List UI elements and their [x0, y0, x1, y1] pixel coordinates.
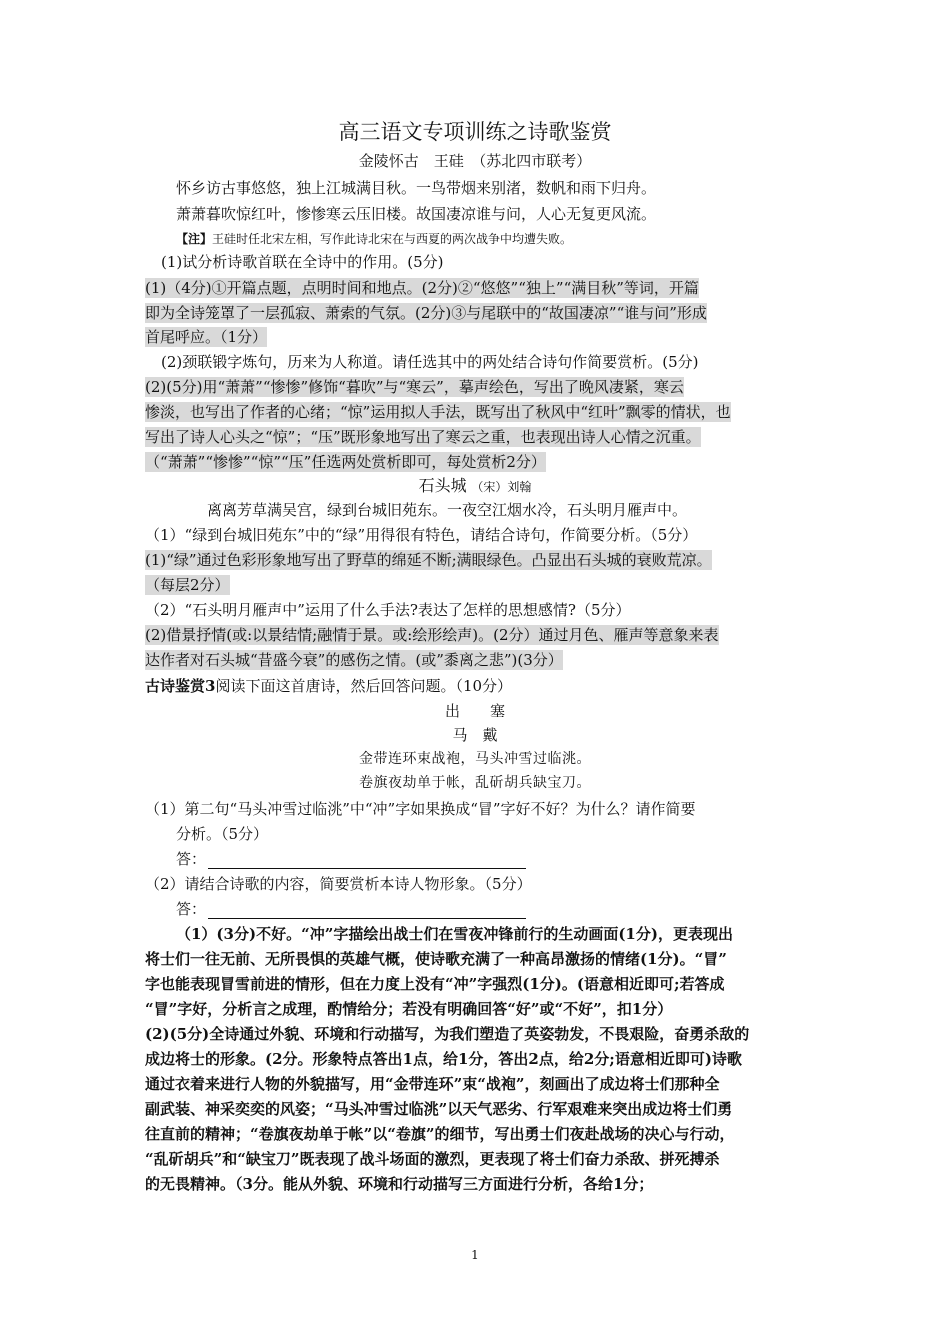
page-title: 高三语文专项训练之诗歌鉴赏: [338, 120, 612, 144]
poem3-answer-line-8: 副武装、神采奕奕的风姿；“马头冲雪过临洮”以天气恶劣、行军艰难来突出成边将士们勇: [145, 1100, 733, 1118]
poem3-line-1: 金带连环束战袍，马头冲雪过临洮。: [359, 751, 591, 767]
poem2-answer-2-line-1: (2)借景抒情(或:以景结情;融情于景。或:绘形绘声)。(2分）通过月色、雁声等意象来表: [145, 626, 719, 644]
poem3-line-2: 卷旗夜劫单于帐，乱斫胡兵缺宝刀。: [359, 775, 591, 791]
poem2-question-1: （1）“绿到台城旧苑东”中的“绿”用得很有特色，请结合诗句，作简要分析。（5分）: [145, 526, 698, 544]
poem2-title: 石头城: [418, 476, 467, 495]
poem2-author: （宋）刘翰: [471, 480, 532, 494]
poem1-question-1: (1)试分析诗歌首联在全诗中的作用。(5分): [161, 253, 444, 271]
poem2-answer-2-line-2: 达作者对石头城“昔盛今衰”的感伤之情。(或”黍离之悲”)(3分）: [145, 651, 563, 669]
poem3-answer-line-10: “乱斫胡兵”和“缺宝刀”既表现了战斗场面的激烈，更表现了将士们奋力杀敌、拼死搏杀: [145, 1150, 720, 1168]
poem1-note: [176, 229, 572, 249]
poem1-line-1: 怀乡访古事悠悠，独上江城满目秋。一鸟带烟来别渚，数帆和雨下归舟。: [176, 179, 657, 197]
poem1-answer-1-line-3: 首尾呼应。（1分）: [145, 328, 268, 346]
poem1-answer-2-line-1: (2)(5分)用“萧萧”“惨惨”修饰“暮吹”与“寒云”，摹声绘色，写出了晚风凄紧，寒云: [145, 378, 684, 396]
answer-blank[interactable]: [208, 854, 526, 869]
poem1-answer-2-line-4: （“萧萧”“惨惨”“惊”“压”任选两处赏析即可，每处赏析2分）: [145, 453, 546, 471]
poem3-author: 马 戴: [452, 726, 498, 744]
poem3-answer-line-7: 通过衣着来进行人物的外貌描写，用“金带连环”束“战袍”，刻画出了成边将士们那种全: [145, 1075, 720, 1093]
poem3-answer-line-9: 往直前的精神；“卷旗夜劫单于帐”以“卷旗”的细节，写出勇士们夜赴战场的决心与行动，: [145, 1125, 735, 1143]
poem1-heading: 金陵怀古 王硅 （苏北四市联考）: [358, 152, 592, 170]
poem3-question-2: （2）请结合诗歌的内容，简要赏析本诗人物形象。（5分）: [145, 875, 532, 893]
poem3-question-1-line-2: 分析。（5分）: [176, 825, 269, 843]
poem2-heading: [0, 476, 950, 497]
answer-line-1: [176, 849, 526, 869]
poem3-answer-line-3: 字也能表现冒雪前进的情形，但在力度上没有“冲”字强烈(1分)。(语意相近即可;若答成: [145, 975, 725, 993]
poem2-answer-1-line-2: （每层2分）: [145, 576, 230, 594]
poem1-question-2: (2)颈联锻字炼句，历来为人称道。请任选其中的两处结合诗句作简要赏析。(5分): [161, 353, 699, 371]
page-number: 1: [471, 1248, 479, 1262]
poem2-question-2: （2）“石头明月雁声中”运用了什么手法?表达了怎样的思想感情?（5分）: [145, 601, 631, 619]
answer-label: 答：: [176, 850, 207, 868]
poem2-body: 离离芳草满吴宫，绿到台城旧苑东。一夜空江烟水冷，石头明月雁声中。: [207, 501, 688, 519]
poem3-intro: [145, 676, 512, 696]
poem3-answer-line-11: 的无畏精神。（3分。能从外貌、环境和行动描写三方面进行分析，各给1分；: [145, 1175, 654, 1193]
poem3-answer-line-5: (2)(5分)全诗通过外貌、环境和行动描写，为我们塑造了英姿勃发，不畏艰险，奋勇杀敌的: [145, 1025, 750, 1043]
poem1-answer-1-line-2: 即为全诗笼罩了一层孤寂、萧索的气氛。(2分)③与尾联中的“故国凄凉”“谁与问”形成: [145, 304, 707, 322]
poem1-line-2: 萧萧暮吹惊红叶，惨惨寒云压旧楼。故国凄凉谁与问，人心无复更风流。: [176, 205, 657, 223]
poem1-answer-2-line-2: 惨淡，也写出了作者的心绪；“惊”运用拟人手法，既写出了秋风中“红叶”飘零的情状，也: [145, 403, 731, 421]
answer-blank[interactable]: [208, 904, 526, 919]
poem3-intro-label: 古诗鉴赏3: [145, 677, 216, 695]
note-tag: 【注】: [176, 232, 213, 246]
poem3-title: 出 塞: [444, 702, 505, 720]
poem3-answer-line-6: 成边将士的形象。(2分。形象特点答出1点，给1分，答出2点，给2分;语意相近即可)诗歌: [145, 1050, 742, 1068]
poem2-answer-1-line-1: (1)“绿”通过色彩形象地写出了野草的绵延不断;满眼绿色。凸显出石头城的衰败荒凉。: [145, 551, 712, 569]
poem3-answer-line-1: （1）(3分)不好。“冲”字描绘出战士们在雪夜冲锋前行的生动画面(1分)，更表现出: [176, 925, 733, 943]
answer-line-2: [176, 899, 526, 919]
poem3-intro-text: 阅读下面这首唐诗，然后回答问题。（10分）: [215, 677, 513, 695]
note-text: 王硅时任北宋左相，写作此诗北宋在与西夏的两次战争中均遭失败。: [212, 232, 573, 246]
poem1-answer-2-line-3: 写出了诗人心头之“惊”；“压”既形象地写出了寒云之重，也表现出诗人心情之沉重。: [145, 428, 701, 446]
poem3-question-1-line-1: （1）第二句“马头冲雪过临洮”中“冲”字如果换成“冒”字好不好？为什么？请作简要: [145, 800, 696, 818]
poem3-answer-line-2: 将士们一往无前、无所畏惧的英雄气概，使诗歌充满了一种高昂激扬的情绪(1分)。“冒”: [145, 950, 727, 968]
answer-label: 答：: [176, 900, 207, 918]
poem1-answer-1-line-1: (1)（4分)①开篇点题，点明时间和地点。(2分)②“悠悠”“独上”“满目秋”等词，开篇: [145, 279, 699, 297]
poem3-answer-line-4: “冒”字好，分析言之成理，酌情给分；若没有明确回答“好”或“不好”，扣1分）: [145, 1000, 673, 1018]
